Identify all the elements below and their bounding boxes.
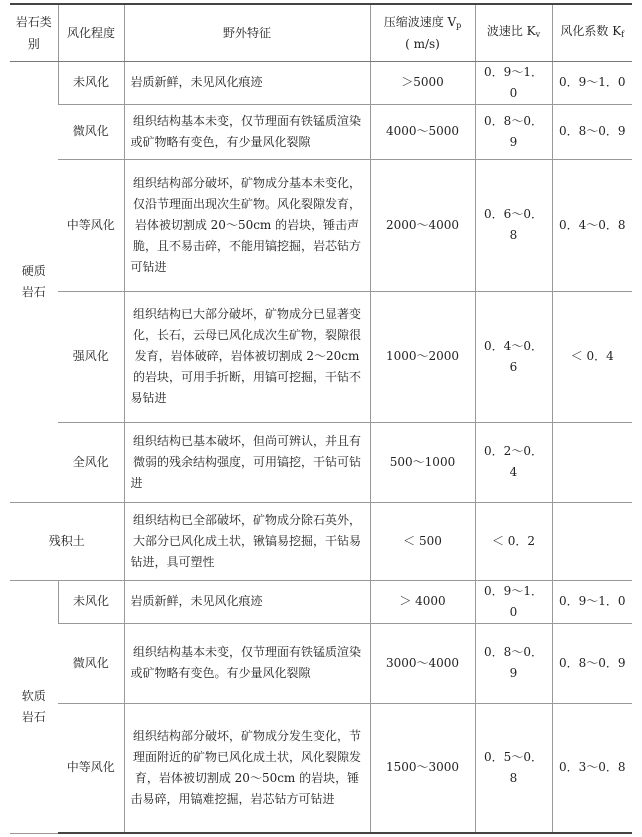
field-features-cell: 组织结构部分破坏，矿物成分发生变化，节理面附近的矿物已风化成土状，风化裂隙发育，岩体被切割成 20～50cm 的岩块，锤击易碎，用镐难挖掘，岩芯钻方可钻进 (124, 703, 370, 833)
vp-cell: 2000～4000 (370, 159, 475, 291)
vp-cell: 500～1000 (370, 422, 475, 502)
kv-cell: 0．9～1．0 (475, 580, 552, 623)
kf-cell: 0．9～1．0 (552, 61, 632, 104)
kv-cell: 0．9～1．0 (475, 61, 552, 104)
rock-group-hard: 硬质岩石 (10, 61, 58, 502)
table-row (10, 61, 632, 104)
compression-wave-label: 压缩波速度 V (383, 14, 457, 29)
vp-cell: 1500～3000 (370, 703, 475, 833)
field-features-cell: 组织结构已全部破坏，矿物成分除石英外，大部分已风化成土状，锹镐易挖掘，干钻易钻进，具可塑性 (124, 502, 370, 580)
field-features-cell: 组织结构基本未变，仅节理面有铁锰质渲染或矿物略有变色。有少量风化裂隙 (124, 623, 370, 703)
kf-cell: 0．8～0．9 (552, 104, 632, 159)
kf-cell (552, 422, 632, 502)
field-features-cell: 组织结构基本未变，仅节理面有铁锰质渲染或矿物略有变色，有少量风化裂隙 (124, 104, 370, 159)
table-row (10, 703, 632, 833)
header-row (10, 4, 632, 61)
kv-cell: 0．8～0．9 (475, 104, 552, 159)
field-features-cell: 岩质新鲜，未见风化痕迹 (124, 61, 370, 104)
kf-cell: 0．9～1．0 (552, 580, 632, 623)
header-weathering-degree: 风化程度 (58, 4, 124, 61)
weathering-coef-sub: f (621, 29, 625, 39)
kv-cell: 0．2～0．4 (475, 422, 552, 502)
vp-cell: 4000～5000 (370, 104, 475, 159)
weathering-degree-cell: 微风化 (58, 104, 124, 159)
table-row (10, 623, 632, 703)
table-row (10, 422, 632, 502)
kf-cell: 0．8～0．9 (552, 623, 632, 703)
weathering-degree-cell: 未风化 (58, 61, 124, 104)
weathering-degree-cell: 全风化 (58, 422, 124, 502)
table-row (10, 159, 632, 291)
table-row (10, 502, 632, 580)
header-field-features: 野外特征 (124, 4, 370, 61)
kf-cell: 0．3～0．8 (552, 703, 632, 833)
table-row (10, 580, 632, 623)
table-row (10, 104, 632, 159)
field-features-cell: 组织结构部分破坏，矿物成分基本未变化，仅沿节理面出现次生矿物。风化裂隙发育，岩体被切割成 20～50cm 的岩块，锤击声脆，且不易击碎，不能用镐挖掘，岩芯钻方可钻进 (124, 159, 370, 291)
weathering-degree-cell: 强风化 (58, 291, 124, 422)
field-features-cell: 岩质新鲜，未见风化痕迹 (124, 580, 370, 623)
wave-ratio-sub: v (535, 29, 541, 39)
header-wave-ratio (475, 4, 552, 61)
table-row (10, 291, 632, 422)
kv-cell: 0．5～0．8 (475, 703, 552, 833)
rock-group-soft: 软质岩石 (10, 580, 58, 833)
kf-cell: ＜ 0．4 (552, 291, 632, 422)
kv-cell: 0．4～0．6 (475, 291, 552, 422)
vp-cell: 3000～4000 (370, 623, 475, 703)
kv-cell: 0．6～0．8 (475, 159, 552, 291)
residual-soil-label: 残积土 (10, 502, 124, 580)
vp-cell: ＜ 500 (370, 502, 475, 580)
weathering-degree-cell: 中等风化 (58, 159, 124, 291)
wave-ratio-label: 波速比 K (486, 23, 536, 38)
weathering-coef-label: 风化系数 K (560, 23, 622, 38)
weathering-degree-cell: 微风化 (58, 623, 124, 703)
field-features-cell: 组织结构已大部分破坏，矿物成分已显著变化，长石，云母已风化成次生矿物，裂隙很发育，岩体破碎，岩体被切割成 2～20cm 的岩块，可用手折断，用镐可挖掘，干钻不易钻进 (124, 291, 370, 422)
header-compression-wave (370, 4, 475, 61)
header-weathering-coef (552, 4, 632, 61)
kf-cell: 0．4～0．8 (552, 159, 632, 291)
vp-cell: 1000～2000 (370, 291, 475, 422)
weathering-classification-table (10, 3, 632, 834)
weathering-degree-cell: 未风化 (58, 580, 124, 623)
kv-cell: ＜ 0．2 (475, 502, 552, 580)
kf-cell (552, 502, 632, 580)
weathering-degree-cell: 中等风化 (58, 703, 124, 833)
vp-cell: ＞5000 (370, 61, 475, 104)
compression-wave-unit: ( m/s) (405, 36, 440, 51)
vp-cell: ＞ 4000 (370, 580, 475, 623)
compression-wave-sub: p (456, 20, 462, 30)
kv-cell: 0．8～0．9 (475, 623, 552, 703)
header-rock-category: 岩石类别 (10, 4, 58, 61)
field-features-cell: 组织结构已基本破坏，但尚可辨认，并且有微弱的残余结构强度，可用镐挖，干钻可钻进 (124, 422, 370, 502)
